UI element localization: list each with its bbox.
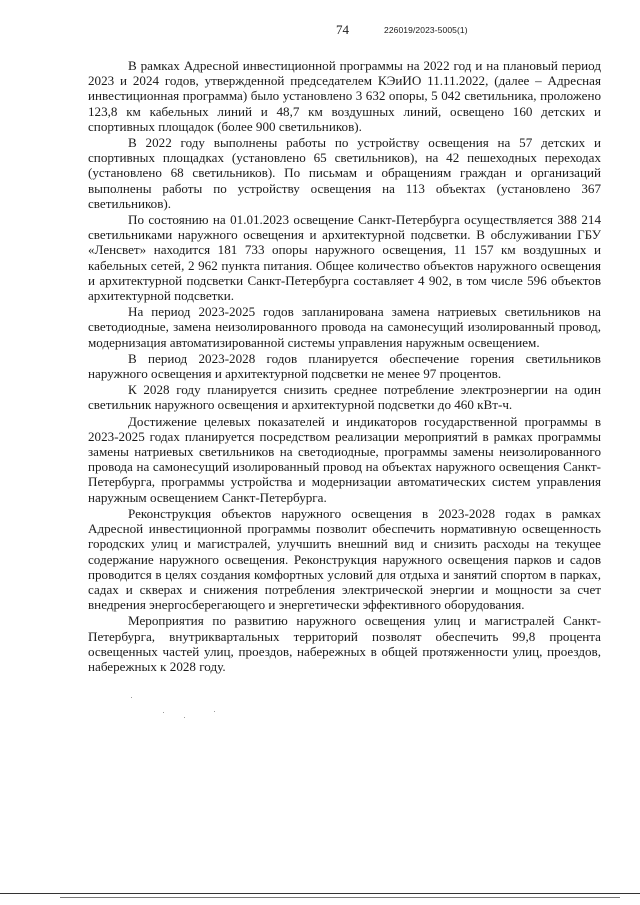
scan-speck (214, 711, 215, 712)
scan-bottom-edge (0, 893, 640, 894)
document-id: 226019/2023-5005(1) (384, 25, 468, 35)
scan-speck (131, 697, 132, 698)
scan-bottom-edge-thin (60, 897, 620, 898)
paragraph-lighting-status: По состоянию на 01.01.2023 освещение Санкт-Петербурга осуществляется 388 214 светильниками наружного освещения и архитектурной подсветки. В обслуживании ГБУ «Ленсвет» находится 181 733 опоры наружного освещения, 11 157 км воздушных и кабельных сетей, 2 962 пункта питания. Общее количество объектов наружного освещения и архитектурной подсветки Санкт-Петербурга составляет 4 902, в том числе 596 объектов архитектурной подсветки. (88, 212, 601, 304)
paragraph-2022-works: В 2022 году выполнены работы по устройству освещения на 57 детских и спортивных площадках (установлено 65 светильников), на 42 пешеходных переходах (установлено 68 светильников). По письмам и обращениям граждан и организаций выполнены работы по устройству освещения на 113 объектах (установлено 367 светильников). (88, 135, 601, 211)
page-number: 74 (336, 22, 349, 37)
paragraph-reconstruction: Реконструкция объектов наружного освещения в 2023-2028 годах в рамках Адресной инвестиционной программы позволит обеспечить нормативную освещенность городских улиц и магистралей, улучшить внешний вид и снизить расходы на текущее содержание наружного освещения. Реконструкция наружного освещения парков и садов проводится в целях создания комфортных условий для отдыха и занятий спортом в парках, садах и скверах и снижения потребления электрической энергии и мощности за счет внедрения энергосберегающего и энергетически эффективного оборудования. (88, 505, 601, 613)
paragraph-energy-reduction: К 2028 году планируется снизить среднее потребление электроэнергии на один светильник наружного освещения и архитектурной подсветки до 460 кВт-ч. (88, 382, 601, 413)
scan-speck (163, 712, 164, 713)
paragraph-lighting-uptime: В период 2023-2028 годов планируется обеспечение горения светильников наружного освещения и архитектурной подсветки не менее 97 процентов. (88, 350, 601, 382)
paragraph-2023-2025-plan: На период 2023-2025 годов запланирована замена натриевых светильников на светодиодные, замена неизолированного провода на самонесущий изолированный провод, модернизация автоматизированной системы управления наружным освещением. (88, 304, 601, 350)
document-body (88, 58, 601, 675)
paragraph-development-measures: Мероприятия по развитию наружного освещения улиц и магистралей Санкт-Петербурга, внутриквартальных территорий позволят обеспечить 99,8 процента освещенных частей улиц, проездов, набережных в общей протяженности улиц, проездов, набережных к 2028 году. (88, 613, 601, 674)
paragraph-address-program: В рамках Адресной инвестиционной программы на 2022 год и на плановый период 2023 и 2024 годов, утвержденной председателем КЭиИО 11.11.2022, (далее – Адресная инвестиционная программа) было установлено 3 632 опоры, 5 042 светильника, проложено 123,8 км кабельных линий и 48,7 км воздушных линий, освещено 160 детских и спортивных площадок (более 900 светильников). (88, 58, 601, 134)
scan-speck (184, 717, 185, 718)
paragraph-targets-achievement: Достижение целевых показателей и индикаторов государственной программы в 2023-2025 годах планируется посредством реализации мероприятий в рамках программы замены натриевых светильников на светодиодные, программы замены неизолированного провода на самонесущий изолированный провод на объектах наружного освещения Санкт-Петербурга, программы устройства и модернизации автоматических систем управления наружным освещением Санкт-Петербурга. (88, 413, 601, 505)
